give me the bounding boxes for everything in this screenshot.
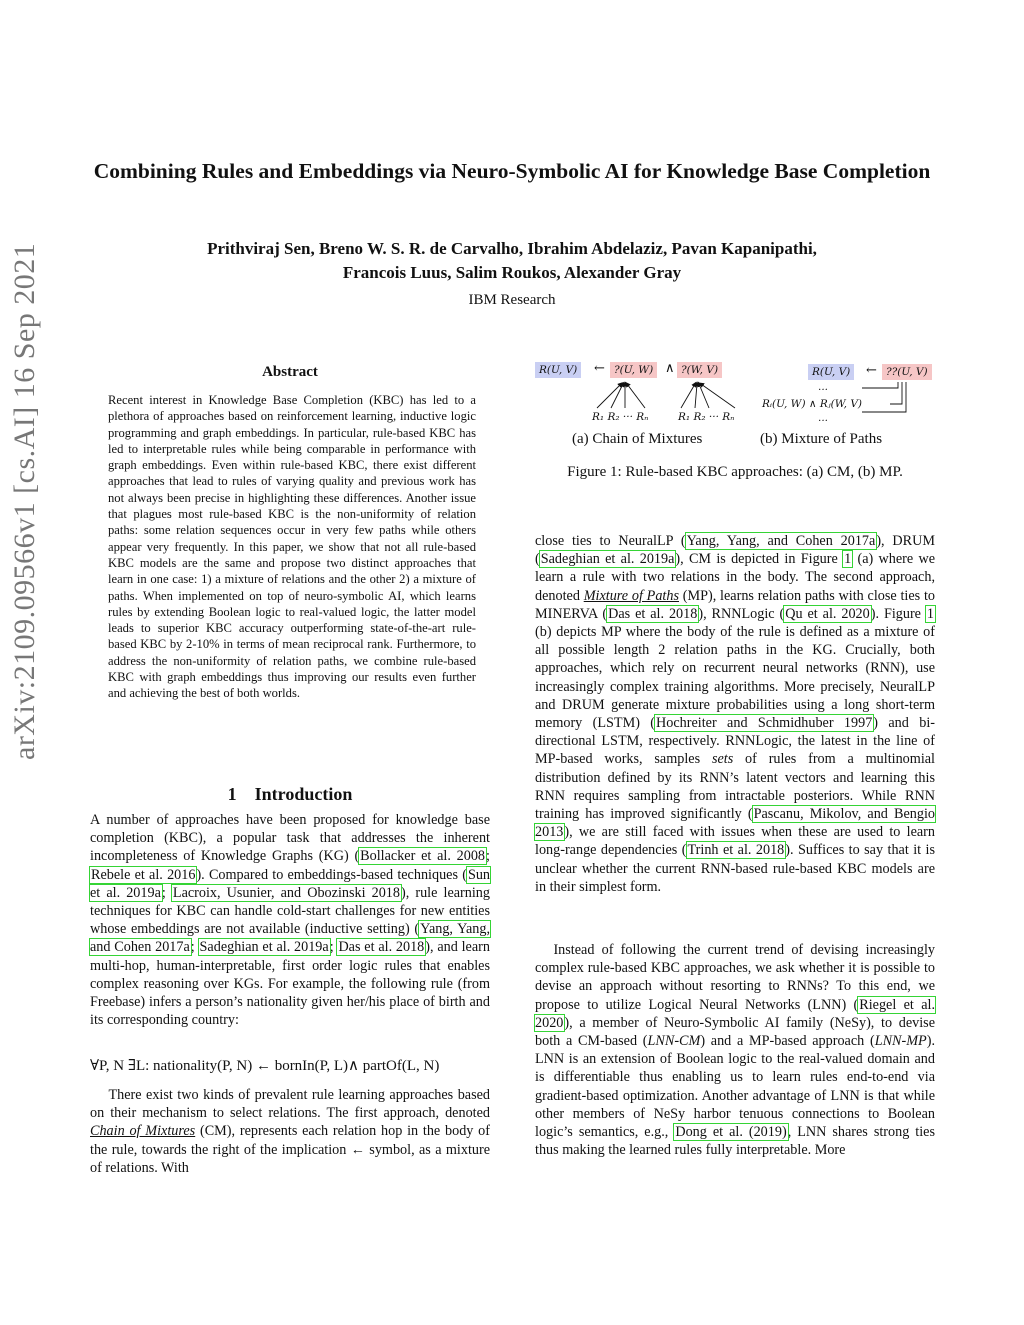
cm-head-relation: R(U, V): [535, 362, 581, 378]
cm-implication-arrow: ←: [594, 361, 605, 376]
emphasis-lnn-mp: LNN-MP: [874, 1033, 927, 1050]
text-run: ), CM is depicted in Figure: [675, 551, 844, 568]
cm-relation-set-2: R₁ R₂ ··· Rₙ: [678, 411, 735, 423]
text-run: (b) depicts MP where the body of the rule is defined as a mixture of all possible length 2 relation paths in the KG. Crucially, both approaches, which rely on recurrent neural networks (RNN), use increasingly complex training algorithms. More precisely, NeuralLP and DRUM generate mixture probabilities using a long short-term memory (LSTM) (: [535, 624, 935, 732]
text-run: ), RNNLogic (: [698, 605, 785, 622]
text-run: ), DRUM (: [535, 533, 936, 568]
text-run: ) and bi-directional LSTM, respectively. RNNLogic, the latest in the line of MP-based works, samples: [535, 715, 935, 768]
text-run: ), rule learning techniques for KBC can handle cold-start challenges for new entities whose embeddings are not available (inductive setting) (: [90, 884, 490, 938]
cm-body-mixture-2: ?(W, V): [677, 362, 722, 378]
cm-and-operator: ∧: [665, 361, 675, 376]
citation-link[interactable]: Das et al. 2018: [338, 939, 425, 956]
arrow-line: [627, 384, 645, 408]
arrow-line: [701, 384, 735, 408]
right-column-paragraph-2: [535, 941, 935, 1159]
citation-link[interactable]: Rebele et al. 2016: [91, 866, 196, 883]
cm-mixture-arrows: [585, 380, 755, 410]
right-column-paragraph-1: [535, 532, 935, 896]
mp-path-arrows: [830, 378, 910, 414]
mp-relation-path: Rᵢ(U, W) ∧ Rⱼ(W, V): [762, 398, 863, 410]
figure-reference-link[interactable]: 1: [844, 551, 852, 568]
citation-link[interactable]: Riegel et al. 2020: [535, 996, 935, 1031]
text-run: of rules from a multinomial distribution defined by its RNN’s latent vectors and learning this RNN requires sampling from intractable posteriors. While RNN training has improved significantly (: [535, 751, 935, 823]
text-run: ;: [329, 939, 338, 956]
citation-link[interactable]: Dong et al. (2019): [675, 1124, 787, 1141]
citation-link[interactable]: Yang, Yang, and Cohen 2017a: [90, 921, 491, 956]
emphasis-chain-of-mixtures: Chain of Mixtures: [90, 1123, 196, 1140]
text-run: , LNN shares strong ties thus making the learned rules fully interpretable. More: [535, 1124, 935, 1159]
text-run: Instead of following the current trend of devising increasingly complex rule-based KBC approaches, we ask whether it is possible to devise an approach without resorting to RNNs? To this end, we propose to utilize Logical Neural Networks (LNN) (: [535, 942, 935, 1013]
text-run: (MP), learns relation paths with close ties to MINERVA (: [535, 587, 935, 622]
citation-link[interactable]: Das et al. 2018: [608, 605, 698, 622]
affiliation: IBM Research: [468, 292, 556, 308]
citation-link[interactable]: Yang, Yang, and Cohen 2017a: [686, 533, 876, 549]
mp-ellipsis-bottom: ...: [818, 412, 829, 424]
text-run: ). LNN is an extension of Boolean logic to the real-valued domain and is differentiable thus enabling us to learn rules end-to-end via gradient-based optimization. Another advantage of LNN is that while other members of NeSy harbor tenuous connections to Boolean logic’s semantics, e.g.,: [535, 1033, 935, 1141]
emphasis-mixture-of-paths: Mixture of Paths: [583, 587, 679, 604]
citation-link[interactable]: Pascanu, Mikolov, and Bengio 2013: [535, 806, 935, 841]
arrow-line: [862, 382, 906, 412]
text-run: close ties to NeuralLP (: [535, 533, 686, 549]
arrow-line: [695, 384, 697, 408]
citation-link[interactable]: Sadeghian et al. 2019a: [540, 551, 675, 568]
section-heading-introduction: [90, 784, 490, 805]
subfigure-b-caption: (b) Mixture of Paths: [760, 431, 883, 447]
cm-relation-set-1: R₁ R₂ ··· Rₙ: [592, 411, 649, 423]
mp-body-mixture: ??(U, V): [882, 364, 932, 380]
citation-link[interactable]: Trinh et al. 2018: [687, 842, 785, 859]
nationality-rule-formula: ∀P, N ∃L: nationality(P, N) ← bornIn(P, L)∧ partOf(L, N): [90, 1058, 440, 1074]
citation-link[interactable]: Hochreiter and Schmidhuber 1997: [656, 715, 873, 732]
mp-ellipsis-top: ...: [818, 381, 829, 393]
text-run: ;: [190, 939, 199, 956]
authors-line-1: Prithviraj Sen, Breno W. S. R. de Carvalho, Ibrahim Abdelaziz, Pavan Kapanipathi,: [207, 239, 817, 258]
subfigure-a-caption: (a) Chain of Mixtures: [572, 431, 703, 447]
text-run: ). Suffices to say that it is unclear whether the current RNN-based rule-based KBC models are in their simplest form.: [535, 842, 936, 895]
author-list: [90, 237, 934, 285]
citation-link[interactable]: Sun et al. 2019a: [90, 866, 491, 901]
figure-1-caption: Figure 1: Rule-based KBC approaches: (a) CM, (b) MP.: [567, 464, 903, 480]
text-run: A number of approaches have been proposed for knowledge base completion (KBC), a popular task that addresses the inherent incompleteness of Knowledge Graphs (KG) (: [90, 812, 490, 865]
cm-body-mixture-1: ?(U, W): [610, 362, 657, 378]
mp-head-relation: R(U, V): [808, 364, 854, 380]
text-run: ), a member of Neuro-Symbolic AI family (NeSy), to devise both a CM-based (: [535, 1014, 935, 1050]
emphasis-lnn-cm: LNN-CM: [647, 1033, 701, 1050]
text-run: There exist two kinds of prevalent rule learning approaches based on their mechanism to select relations. The first approach, denoted: [90, 1087, 490, 1122]
mp-implication-arrow: ←: [866, 363, 877, 378]
text-run: ) and a MP-based approach (: [700, 1033, 875, 1050]
abstract-heading: Abstract: [262, 364, 318, 380]
citation-link[interactable]: Qu et al. 2020: [785, 605, 870, 622]
text-run: ), we are still faced with issues when these are used to learn long-range dependencies (: [535, 824, 935, 859]
text-run: (CM), represents each relation hop in the body of the rule, towards the right of the implication ← symbol, as a mixture of relations. With: [90, 1123, 490, 1176]
authors-line-2: Francois Luus, Salim Roukos, Alexander Gray: [342, 263, 682, 282]
citation-link[interactable]: Sadeghian et al. 2019a: [199, 939, 329, 956]
figure-reference-link[interactable]: 1: [926, 605, 934, 622]
emphasis-sets: sets: [711, 751, 734, 768]
intro-paragraph-2: [90, 1086, 490, 1177]
paper-title: Combining Rules and Embeddings via Neuro-Symbolic AI for Knowledge Base Completion: [93, 159, 931, 183]
citation-link[interactable]: Lacroix, Usunier, and Obozinski 2018: [172, 884, 400, 901]
text-run: ;: [161, 884, 172, 901]
text-run: (a) where we learn a rule with two relations in the body. The second approach, denoted: [535, 551, 936, 604]
text-run: ), and learn multi-hop, human-interpretable, first order logic rules that enables complex reasoning over KGs. For example, the following rule (from Freebase) infers a person’s nationality given her/his place of birth and its corresponding country:: [90, 939, 490, 1029]
section-title: Introduction: [254, 784, 353, 804]
abstract-body: Recent interest in Knowledge Base Completion (KBC) has led to a plethora of approaches based on reinforcement learning, inductive logic programming and graph embeddings. In particular, rule-based KBC has led to interpretable rules while being comparable in performance with graph embeddings. Even within rule-based KBC, there exist different approaches that lead to rules of varying quality and previous work has not always been precise in highlighting these differences. Another issue that plagues most rule-based KBC is the non-uniformity of relation paths: some relation sequences occur in very few paths while others appear very frequently. In this paper, we show that not all rule-based KBC models are the same and propose two distinct approaches that learn in one case: 1) a mixture of relations and the other 2) a mixture of paths. When implemented on top of neuro-symbolic AI, which learns rules by extending Boolean logic to real-valued logic, the latter model leads to superior KBC accuracy outperforming state-of-the-art rule-based KBC by 2-10% in terms of mean reciprocal rank. Furthermore, to address the non-uniformity of relation paths, we combine rule-based KBC with graph embeddings thus improving our results even further and achieving the best of both worlds.: [108, 393, 476, 701]
arrow-line: [890, 382, 902, 404]
arrow-line: [681, 384, 695, 408]
arxiv-identifier-stamp: arXiv:2109.09566v1 [cs.AI] 16 Sep 2021: [8, 242, 41, 760]
text-run: ). Compared to embeddings-based techniques (: [196, 866, 467, 883]
text-run: ;: [486, 848, 490, 865]
section-number: 1: [227, 784, 237, 804]
citation-link[interactable]: Bollacker et al. 2008: [360, 848, 486, 865]
arrow-line: [862, 382, 898, 388]
intro-paragraph-1: [90, 811, 490, 1029]
arrow-line: [699, 384, 709, 408]
text-run: ). Figure: [870, 605, 926, 622]
